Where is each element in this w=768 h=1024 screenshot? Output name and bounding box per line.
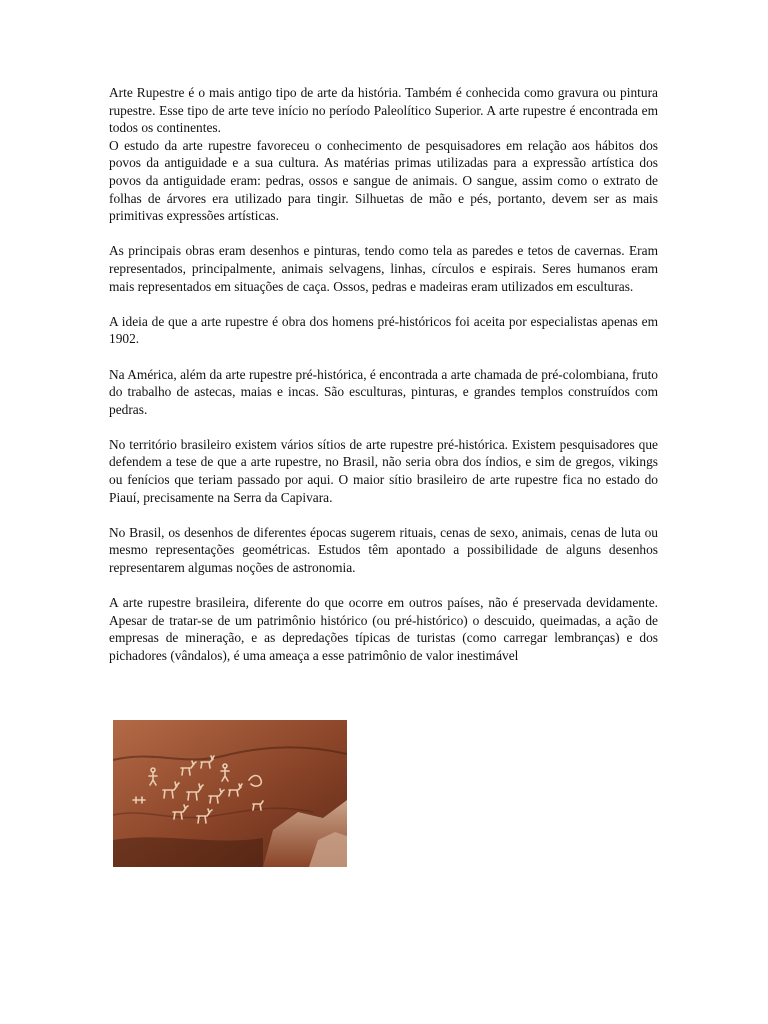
paragraph-america: Na América, além da arte rupestre pré-histórica, é encontrada a arte chamada de pré-colombiana, fruto do trabalho de astecas, maias e incas. São esculturas, pinturas, e grandes templos construídos com pedras. bbox=[109, 366, 658, 417]
paragraph-acceptance: A ideia de que a arte rupestre é obra dos homens pré-históricos foi aceita por especialistas apenas em 1902. bbox=[109, 313, 658, 347]
paragraph-main-works: As principais obras eram desenhos e pinturas, tendo como tela as paredes e tetos de cavernas. Eram representados, principalmente, animais selvagens, linhas, círculos e espirais. Seres humanos eram mais representados em situações de caça. Ossos, pedras e madeiras eram utilizados em esculturas. bbox=[109, 243, 658, 294]
paragraph-brazil-drawings: No Brasil, os desenhos de diferentes épocas sugerem rituais, cenas de sexo, animais, cenas de luta ou mesmo representações geométricas. Estudos têm apontado a possibilidade de alguns desenhos representarem algumas noções de astronomia. bbox=[109, 524, 658, 576]
rock-shadow bbox=[113, 837, 263, 867]
paragraph-intro: Arte Rupestre é o mais antigo tipo de arte da história. Também é conhecida como gravura ou pintura rupestre. Esse tipo de arte teve início no período Paleolítico Superior. A arte rupestre é encontrada em todos os continentes. bbox=[109, 85, 658, 136]
rock-art-image bbox=[113, 720, 347, 867]
paragraph-brazil-sites: No território brasileiro existem vários sítios de arte rupestre pré-histórica. Existem pesquisadores que defendem a tese de que a arte rupestre, no Brasil, não seria obra dos índios, e sim de gregos, vikings ou fenícios que teriam passado por aqui. O maior sítio brasileiro de arte rupestre fica no estado do Piauí, precisamente na Serra da Capivara. bbox=[109, 436, 658, 505]
document-body bbox=[109, 84, 658, 665]
paragraph-preservation: A arte rupestre brasileira, diferente do que ocorre em outros países, não é preservada devidamente. Apesar de tratar-se de um patrimônio histórico (ou pré-histórico) o descuido, queimadas, a ação de empresas de mineração, e as depredações típicas de turistas (como carregar lembranças) e dos pichadores (vândalos), é uma ameaça a esse patrimônio de valor inestimável bbox=[109, 595, 658, 663]
paragraph-study: O estudo da arte rupestre favoreceu o conhecimento de pesquisadores em relação aos hábitos dos povos da antiguidade e a sua cultura. As matérias primas utilizadas para a expressão artística dos povos da antiguidade eram: pedras, ossos e sangue de animais. O sangue, assim como o extrato de folhas de árvores era utilizado para tingir. Silhuetas de mão e pés, portanto, devem ser as mais primitivas expressões artísticas. bbox=[109, 137, 658, 224]
rock-art-photo bbox=[113, 720, 347, 867]
